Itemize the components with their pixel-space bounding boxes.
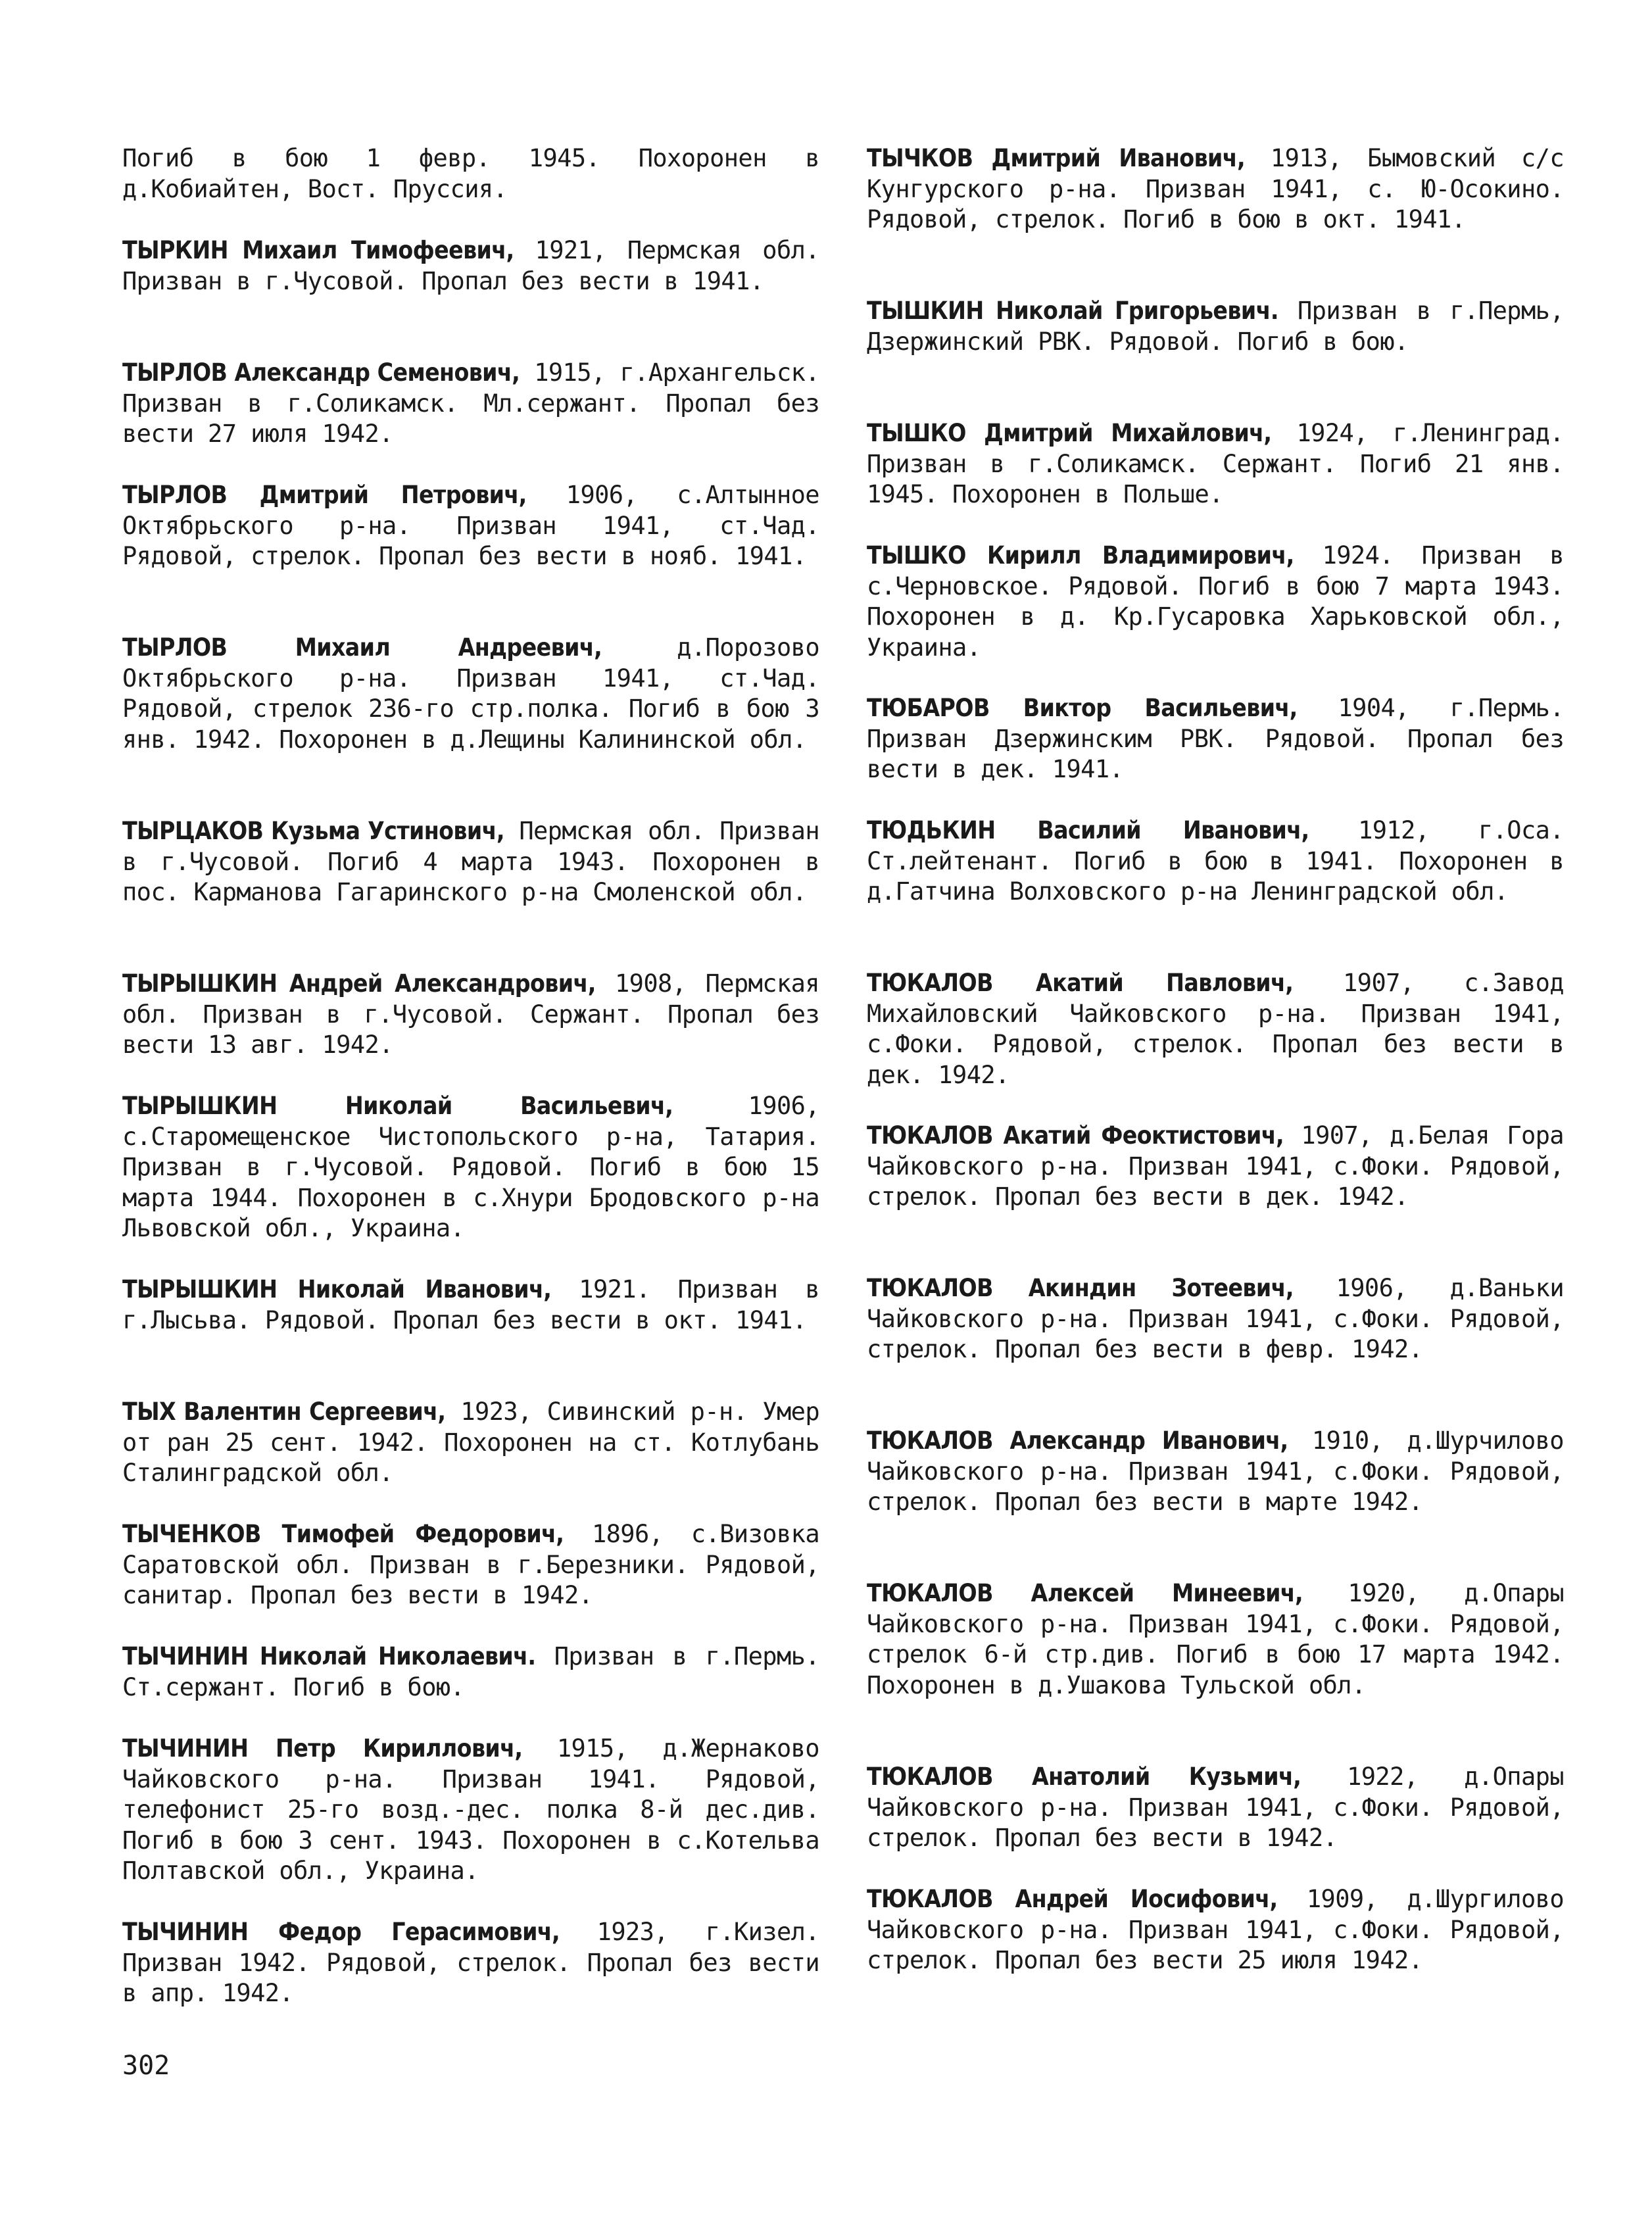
entry-text: 1921, Пермская обл. Призван в г.Чусовой. Пропал без вести в 1941. — [122, 236, 819, 295]
entry-name: ТЮКАЛОВ Анатолий Кузьмич, — [867, 1763, 1301, 1791]
entry-text: 1913, Бымовский с/с Кунгурского р-на. Призван 1941, с. Ю-Осокино. Рядовой, стрелок. Погиб в бою в окт. 1941. — [867, 144, 1564, 233]
entry — [122, 1519, 819, 1642]
entry-name: ТЮБАРОВ Виктор Васильевич, — [867, 694, 1298, 722]
entry — [867, 815, 1564, 968]
entry — [867, 1273, 1564, 1426]
entry-text: 1896, с.Визовка Саратовской обл. Призван в г.Березники. Рядовой, санитар. Пропал без вести в 1942. — [122, 1520, 819, 1609]
entry-text: 1907, д.Белая Гора Чайковского р-на. Призван 1941, с.Фоки. Рядовой, стрелок. Пропал без вести в дек. 1942. — [867, 1121, 1564, 1211]
entry-name: ТЫЧКОВ Дмитрий Иванович, — [867, 144, 1246, 172]
entry-name: ТЫЧИНИН Петр Кириллович, — [122, 1734, 523, 1763]
entry-text: 1907, с.Завод Михайловский Чайковского р-на. Призван 1941, с.Фоки. Рядовой, стрелок. Пропал без вести в дек. 1942. — [867, 969, 1564, 1089]
entry-text: 1924, г.Ленинград. Призван в г.Соликамск. Сержант. Погиб 21 янв. 1945. Похоронен в Польше. — [867, 419, 1564, 508]
entry-name: ТЮКАЛОВ Акиндин Зотеевич, — [867, 1274, 1294, 1302]
entry-name: ТЮКАЛОВ Алексей Минеевич, — [867, 1579, 1303, 1607]
entry — [867, 1426, 1564, 1578]
entry — [122, 1734, 819, 1917]
entry-name: ТЫРЦАКОВ Кузьма Устинович, — [122, 817, 504, 845]
entry-text: 1922, д.Опары Чайковского р-на. Призван 1941, с.Фоки. Рядовой, стрелок. Пропал без вести в 1942. — [867, 1763, 1564, 1852]
entry-text: 1915, г.Архангельск. Призван в г.Соликамск. Мл.сержант. Пропал без вести 27 июля 1942. — [122, 358, 819, 448]
entry-name: ТЮКАЛОВ Акатий Павлович, — [867, 969, 1294, 997]
entry-text: 1923, г.Кизел. Призван 1942. Рядовой, стрелок. Пропал без вести в апр. 1942. — [122, 1918, 819, 2007]
entry-name: ТЫЧИНИН Федор Герасимович, — [122, 1918, 560, 1946]
entry — [122, 1642, 819, 1734]
entry-name: ТЫЧИНИН Николай Николаевич. — [122, 1642, 536, 1670]
entry-text: д.Порозово Октябрьского р-на. Призван 1941, ст.Чад. Рядовой, стрелок 236-го стр.полка. Погиб в бою 3 янв. 1942. Похоронен в д.Лещины Калининской обл. — [122, 633, 819, 754]
entry-name: ТЫЧЕНКОВ Тимофей Федорович, — [122, 1520, 564, 1548]
entry-name: ТЫШКО Кирилл Владимирович, — [867, 541, 1294, 570]
entry-name: ТЫРЫШКИН Николай Васильевич, — [122, 1092, 673, 1120]
entry-name: ТЫРЫШКИН Андрей Александрович, — [122, 969, 596, 998]
entry — [867, 1578, 1564, 1762]
entry-name: ТЫРЫШКИН Николай Иванович, — [122, 1275, 552, 1303]
entry-name: ТЫШКИН Николай Григорьевич. — [867, 297, 1278, 325]
entry — [122, 143, 819, 235]
entry-text: Призван в г.Пермь. Ст.сержант. Погиб в бою. — [122, 1642, 819, 1701]
entry-text: Пермская обл. Призван в г.Чусовой. Погиб 4 марта 1943. Похоронен в пос. Карманова Гагаринского р-на Смоленской обл. — [122, 817, 819, 906]
entry — [122, 633, 819, 816]
entry-text: 1912, г.Оса. Ст.лейтенант. Погиб в бою в 1941. Похоронен в д.Гатчина Волховского р-на Ленинградской обл. — [867, 816, 1564, 906]
entry — [867, 1762, 1564, 1884]
entry — [867, 143, 1564, 296]
entry — [867, 1884, 1564, 2037]
entry-name: ТЮКАЛОВ Андрей Иосифович, — [867, 1885, 1278, 1913]
entry — [122, 1397, 819, 1519]
entry — [122, 816, 819, 969]
entry — [867, 541, 1564, 693]
entry — [122, 1091, 819, 1275]
entry — [867, 1121, 1564, 1273]
entry-name: ТЫРКИН Михаил Тимофеевич, — [122, 236, 514, 264]
entry-text: Призван в г.Пермь, Дзержинский РВК. Рядовой. Погиб в бою. — [867, 297, 1564, 356]
entry — [867, 693, 1564, 815]
entry-name: ТЫРЛОВ Михаил Андреевич, — [122, 633, 602, 662]
entry-name: ТЮКАЛОВ Александр Иванович, — [867, 1426, 1288, 1455]
entry-name: ТЫШКО Дмитрий Михайлович, — [867, 419, 1272, 447]
entry — [867, 968, 1564, 1121]
entry — [122, 358, 819, 480]
entry-name: ТЮКАЛОВ Акатий Феоктистович, — [867, 1121, 1284, 1150]
entry — [867, 418, 1564, 541]
right-column — [867, 143, 1564, 2037]
entry — [122, 1917, 819, 2039]
entry-text: 1906, д.Ваньки Чайковского р-на. Призван 1941, с.Фоки. Рядовой, стрелок. Пропал без вести в февр. 1942. — [867, 1274, 1565, 1363]
page-number: 302 — [122, 2051, 170, 2081]
entry-text: 1909, д.Шургилово Чайковского р-на. Призван 1941, с.Фоки. Рядовой, стрелок. Пропал без вести 25 июля 1942. — [867, 1885, 1564, 1974]
entry-text: 1906, с.Алтынное Октябрьского р-на. Призван 1941, ст.Чад. Рядовой, стрелок. Пропал без вести в нояб. 1941. — [122, 481, 819, 570]
entry — [122, 480, 819, 633]
entry — [122, 235, 819, 358]
entry-text: 1921. Призван в г.Лысьва. Рядовой. Пропал без вести в окт. 1941. — [122, 1275, 820, 1334]
left-column — [122, 143, 819, 2039]
entry — [122, 1275, 819, 1397]
entry-text: 1904, г.Пермь. Призван Дзержинским РВК. Рядовой. Пропал без вести в дек. 1941. — [867, 694, 1564, 783]
entry-text: 1923, Сивинский р-н. Умер от ран 25 сент. 1942. Похоронен на ст. Котлубань Сталинградской обл. — [122, 1398, 819, 1487]
entry-text: 1920, д.Опары Чайковского р-на. Призван 1941, с.Фоки. Рядовой, стрелок 6-й стр.див. Погиб в бою 17 марта 1942. Похоронен в д.Ушакова Тульской обл. — [867, 1579, 1564, 1699]
entry-text: 1910, д.Шурчилово Чайковского р-на. Призван 1941, с.Фоки. Рядовой, стрелок. Пропал без вести в марте 1942. — [867, 1426, 1564, 1516]
entry-text: 1915, д.Жернаково Чайковского р-на. Призван 1941. Рядовой, телефонист 25-го возд.-дес. полка 8-й дес.див. Погиб в бою 3 сент. 1943. Похоронен в с.Котельва Полтавской обл., Украина. — [122, 1734, 819, 1885]
entry-text: 1924. Призван в с.Черновское. Рядовой. Погиб в бою 7 марта 1943. Похоронен в д. Кр.Гусаровка Харьковской обл., Украина. — [867, 541, 1565, 662]
entry-name: ТЫРЛОВ Дмитрий Петрович, — [122, 481, 527, 509]
entry-name: ТЫРЛОВ Александр Семенович, — [122, 358, 520, 387]
entry — [122, 969, 819, 1091]
entry — [867, 296, 1564, 418]
entry-text: Погиб в бою 1 февр. 1945. Похоронен в д.Кобиайтен, Вост. Пруссия. — [122, 144, 819, 203]
entry-name: ТЮДЬКИН Василий Иванович, — [867, 816, 1309, 844]
entry-text: 1906, с.Старомещенское Чистопольского р-на, Татария. Призван в г.Чусовой. Рядовой. Погиб в бою 15 марта 1944. Похоронен в с.Хнури Бродовского р-на Львовской обл., Украина. — [122, 1092, 819, 1242]
entry-text: 1908, Пермская обл. Призван в г.Чусовой. Сержант. Пропал без вести 13 авг. 1942. — [122, 969, 819, 1059]
entry-name: ТЫХ Валентин Сергеевич, — [122, 1398, 446, 1426]
